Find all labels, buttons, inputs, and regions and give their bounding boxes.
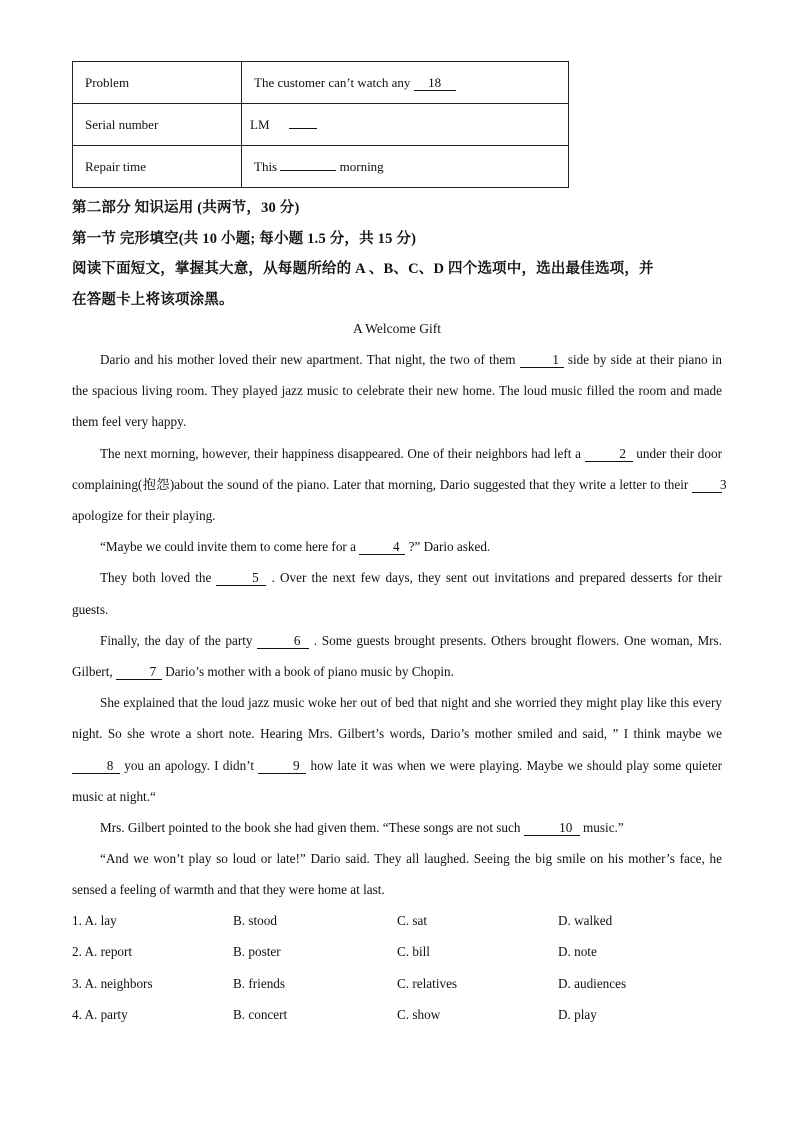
blank-10: 10: [524, 821, 580, 836]
option-a: 4. A. party: [72, 1006, 128, 1022]
option-b: B. friends: [233, 975, 286, 991]
option-c: C. bill: [397, 944, 430, 960]
para-text: Mrs. Gilbert pointed to the book she had given them. “These songs are not such: [100, 820, 524, 836]
table-row: [73, 62, 569, 104]
para-text: ?” Dario asked.: [405, 539, 491, 555]
section-heading: 第二部分 知识运用 (共两节，30 分): [72, 200, 300, 216]
blank-5: 5: [216, 571, 266, 586]
paragraph: [72, 687, 722, 812]
table-label: Problem: [73, 62, 242, 104]
table-row: [73, 146, 569, 188]
value-text: This: [254, 158, 281, 174]
para-text: under their door complaining(抱怨)about the sound of the piano. Later that morning, Dario suggested that they write a letter to their: [72, 445, 722, 492]
option-d: D. walked: [558, 913, 613, 928]
option-d: D. play: [558, 1006, 597, 1022]
blank-18: 18: [414, 76, 456, 91]
para-text: music.”: [579, 820, 624, 836]
table-value: [242, 62, 569, 104]
para-text: how late it was when we were playing. Maybe we should play some quieter music at night.“: [72, 757, 722, 804]
para-text: . Some guests brought presents. Others brought flowers. One woman, Mrs. Gilbert,: [72, 632, 722, 680]
para-text: Finally, the day of the party: [100, 632, 258, 648]
option-a: 3. A. neighbors: [72, 975, 153, 991]
value-text: The customer can’t watch any: [254, 74, 414, 90]
para-text: She explained that the loud jazz music woke her out of bed that night and she worried they might play like this every night. So she wrote a short note. Hearing Mrs. Gilbert’s words, Dario’s mother smiled and said, ” I think maybe we: [72, 695, 722, 742]
option-c: C. relatives: [397, 975, 458, 991]
blank-2: 2: [585, 447, 633, 462]
table-value: [242, 104, 569, 146]
option-row: [72, 938, 722, 969]
para-text: apologize for their playing.: [72, 508, 216, 524]
instruction-line: 在答题卡上将该项涂黑。: [72, 292, 234, 308]
article-body: [72, 344, 727, 906]
option-row: [72, 907, 722, 938]
answer-options: [72, 907, 722, 1032]
para-text: . Over the next few days, they sent out invitations and prepared desserts for their guests.: [72, 570, 723, 617]
blank-8: 8: [72, 759, 120, 774]
blank-repair: [280, 170, 336, 171]
paragraph: [72, 625, 722, 687]
blank-7: 7: [116, 665, 162, 680]
option-a: 1. A. lay: [72, 913, 117, 928]
option-row: [72, 1001, 722, 1032]
instruction-line: 阅读下面短文，掌握其大意，从每题所给的 A 、B、C、D 四个选项中，选出最佳选项，并: [72, 261, 654, 277]
table-value: [242, 146, 569, 188]
blank-serial: [289, 128, 317, 129]
para-text: Dario and his mother loved their new apartment. That night, the two of them: [100, 352, 520, 367]
para-text: The next morning, however, their happiness disappeared. One of their neighbors had left a: [100, 445, 585, 461]
option-d: D. audiences: [558, 975, 627, 991]
para-text: “And we won’t play so loud or late!” Dario said. They all laughed. Seeing the big smile on his mother’s face, he sensed a feeling of warmth and that they were home at last.: [72, 851, 722, 898]
para-text: you an apology. I didn’t: [120, 757, 259, 773]
para-text: Dario’s mother with a book of piano music by Chopin.: [161, 664, 454, 680]
blank-6: 6: [257, 634, 309, 649]
blank-4: 4: [359, 540, 405, 555]
option-c: C. show: [397, 1006, 441, 1022]
blank-3: 3: [692, 478, 722, 493]
para-text: They both loved the: [100, 570, 217, 586]
paragraph: [72, 344, 722, 438]
value-text: morning: [336, 158, 384, 174]
option-b: B. stood: [233, 913, 277, 928]
paragraph: [72, 562, 722, 624]
option-c: C. sat: [397, 913, 428, 928]
option-b: B. concert: [233, 1006, 288, 1022]
option-b: B. poster: [233, 944, 281, 960]
paragraph: [72, 812, 722, 843]
value-text: LM: [250, 116, 273, 132]
paragraph: [72, 531, 722, 562]
paragraph: [72, 843, 722, 905]
blank-9: 9: [258, 759, 306, 774]
table-row: [73, 104, 569, 146]
option-row: [72, 970, 722, 1001]
article-title: A Welcome Gift: [353, 321, 441, 336]
para-text: side by side at their piano in the spacious living room. They played jazz music to celebrate their new home. The loud music filled the room and made them feel very happy.: [72, 352, 722, 430]
table-label: Repair time: [73, 146, 242, 188]
blank-1: 1: [520, 353, 564, 368]
subsection-heading: 第一节 完形填空(共 10 小题; 每小题 1.5 分，共 15 分): [72, 231, 417, 247]
option-a: 2. A. report: [72, 944, 133, 960]
info-table: [72, 61, 569, 188]
option-d: D. note: [558, 944, 597, 960]
table-label: Serial number: [73, 104, 242, 146]
paragraph: [72, 438, 727, 532]
para-text: “Maybe we could invite them to come here for a: [100, 539, 360, 555]
